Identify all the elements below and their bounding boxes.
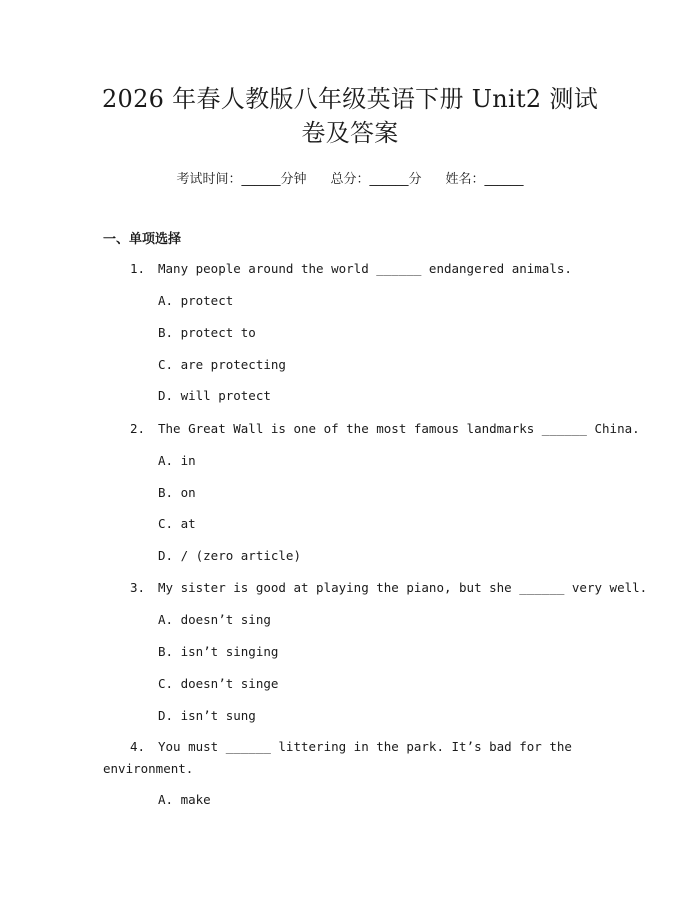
question-1-number: 1. <box>130 261 146 276</box>
question-3-number: 3. <box>130 580 146 595</box>
question-4-text-continued: environment. <box>103 761 194 776</box>
question-1-text: Many people around the world ______ endangered animals. <box>158 261 572 276</box>
section-heading: 一、单项选择 <box>103 232 182 247</box>
question-3-option-b: B. isn’t singing <box>158 644 279 659</box>
question-4-number: 4. <box>130 739 146 754</box>
title-line-1: 2026 年春人教版八年级英语下册 Unit2 测试 <box>101 85 599 113</box>
question-3-text: My sister is good at playing the piano, but she ______ very well. <box>158 580 648 595</box>
title-line-2: 卷及答案 <box>301 119 399 147</box>
exam-info-row <box>0 168 700 187</box>
question-3-option-c: C. doesn’t singe <box>158 676 279 691</box>
question-2-option-b: B. on <box>158 485 196 500</box>
question-2-option-c: C. at <box>158 516 196 531</box>
document-title <box>90 82 610 150</box>
question-4-option-a: A. make <box>158 792 211 807</box>
question-2-option-d: D. / (zero article) <box>158 548 301 563</box>
question-1-option-c: C. are protecting <box>158 357 286 372</box>
exam-time-label: 考试时间：______分钟 <box>176 172 307 187</box>
question-2-number: 2. <box>130 421 146 436</box>
question-4-text: You must ______ littering in the park. It’s bad for the <box>158 739 572 754</box>
question-2-text: The Great Wall is one of the most famous landmarks ______ China. <box>158 421 640 436</box>
question-3-option-d: D. isn’t sung <box>158 708 256 723</box>
total-score-label: 总分：______分 <box>330 172 422 187</box>
student-name-label: 姓名：______ <box>445 172 524 187</box>
question-1-option-a: A. protect <box>158 293 234 308</box>
question-2-option-a: A. in <box>158 453 196 468</box>
question-1-option-d: D. will protect <box>158 388 271 403</box>
question-1-option-b: B. protect to <box>158 325 256 340</box>
question-3-option-a: A. doesn’t sing <box>158 612 271 627</box>
